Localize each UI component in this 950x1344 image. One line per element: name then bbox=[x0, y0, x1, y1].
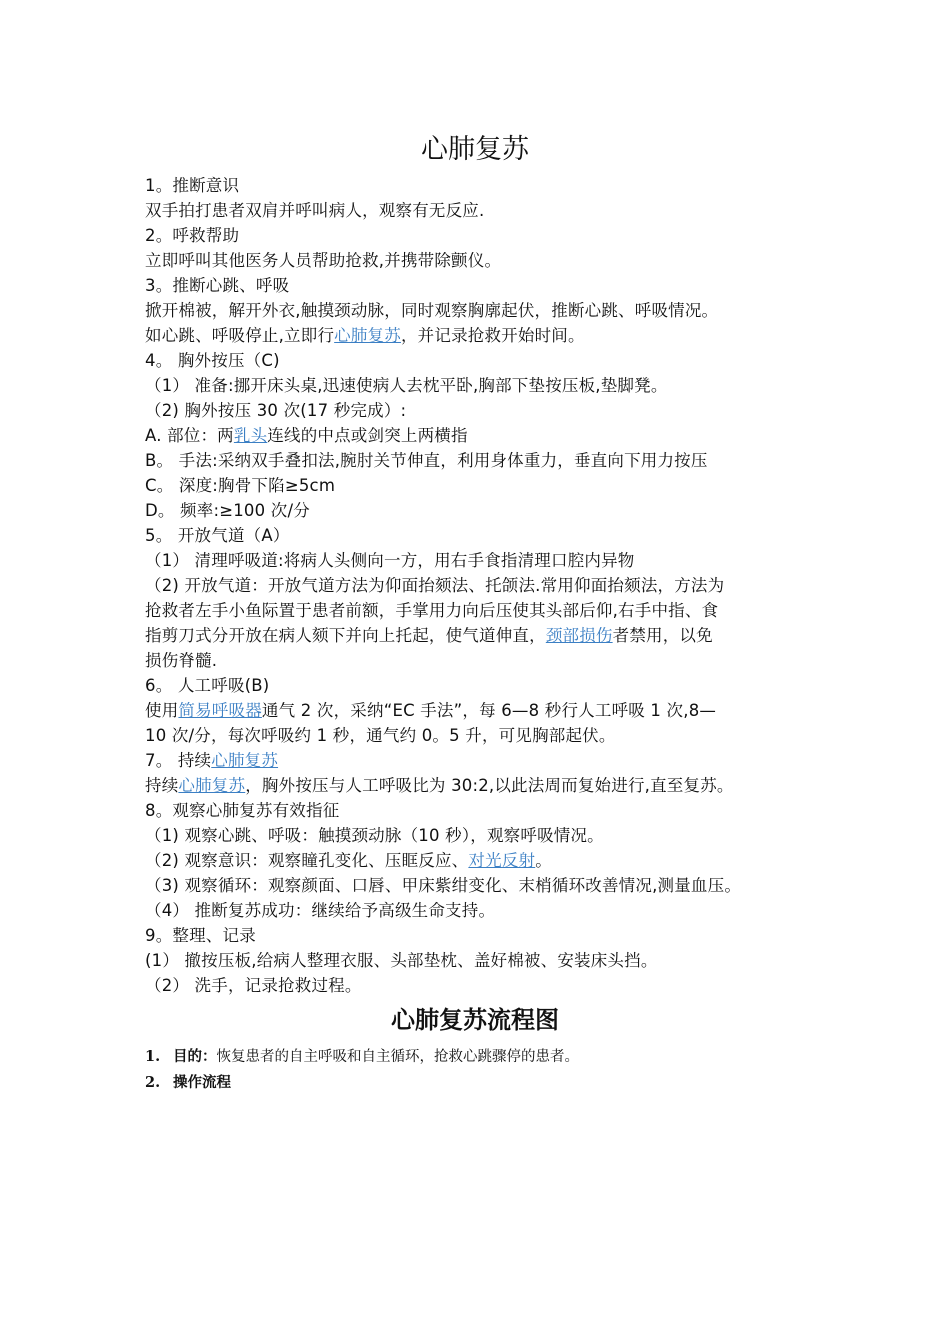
text-span: ，并记录抢救开始时间。 bbox=[400, 326, 585, 345]
section-heading-9: 9。整理、记录 bbox=[145, 926, 256, 945]
list-label: 目的： bbox=[173, 1048, 217, 1065]
cpr-link[interactable]: 心肺复苏 bbox=[334, 326, 401, 345]
paragraph-line: (1） 撤按压板,给病人整理衣服、头部垫枕、盖好棉被、安装床头挡。 bbox=[145, 951, 658, 970]
paragraph-line: 10 次/分，每次呼吸约 1 秒，通气约 0。5 升，可见胸部起伏。 bbox=[145, 726, 616, 745]
text-span: （2) 观察意识：观察瞳孔变化、压眶反应、 bbox=[145, 851, 469, 870]
paragraph-line bbox=[145, 698, 716, 723]
text-span: 者禁用，以免 bbox=[612, 626, 713, 645]
text-span: 7。 持续 bbox=[145, 751, 212, 770]
section-heading-4: 4。 胸外按压（C) bbox=[145, 351, 280, 370]
section-heading-2: 2。呼救帮助 bbox=[145, 226, 240, 245]
list-text: 恢复患者的自主呼吸和自主循环，抢救心跳骤停的患者。 bbox=[216, 1049, 579, 1065]
paragraph-line: （1） 清理呼吸道:将病人头侧向一方，用右手食指清理口腔内异物 bbox=[145, 551, 635, 570]
paragraph-line: （4） 推断复苏成功：继续给予高级生命支持。 bbox=[145, 901, 496, 920]
list-label: 操作流程 bbox=[173, 1074, 231, 1091]
text-span: 持续 bbox=[145, 776, 179, 795]
cpr-link[interactable]: 心肺复苏 bbox=[178, 776, 246, 795]
paragraph-line: （2） 洗手，记录抢救过程。 bbox=[145, 976, 362, 995]
paragraph-line: 损伤脊髓. bbox=[145, 651, 218, 670]
text-span: 通气 2 次，采纳“EC 手法”，每 6—8 秒行人工呼吸 1 次,8— bbox=[261, 701, 717, 720]
page-title: 心肺复苏 bbox=[421, 134, 529, 165]
paragraph-line: 立即呼叫其他医务人员帮助抢救,并携带除颤仪。 bbox=[145, 251, 502, 270]
section-heading-1: 1。推断意识 bbox=[145, 176, 240, 195]
section-heading-7 bbox=[145, 748, 278, 773]
text-span: 如心跳、呼吸停止,立即行 bbox=[145, 326, 335, 345]
list-item bbox=[145, 1072, 231, 1094]
paragraph-line: C。 深度:胸骨下陷≥5cm bbox=[145, 476, 336, 495]
text-span: A. 部位：两 bbox=[145, 426, 234, 445]
text-span: ，胸外按压与人工呼吸比为 30:2,以此法周而复始进行,直至复苏。 bbox=[245, 776, 734, 795]
section-heading-5: 5。 开放气道（A） bbox=[145, 526, 290, 545]
paragraph-line: （2) 开放气道：开放气道方法为仰面抬颏法、托颌法.常用仰面抬颏法，方法为 bbox=[145, 576, 725, 595]
text-span: 连线的中点或剑突上两横指 bbox=[267, 426, 468, 445]
list-item bbox=[145, 1046, 579, 1068]
paragraph-line: （1） 准备:挪开床头桌,迅速使病人去枕平卧,胸部下垫按压板,垫脚凳。 bbox=[145, 376, 668, 395]
nipple-link[interactable]: 乳头 bbox=[233, 426, 268, 445]
paragraph-line: D。 频率:≥100 次/分 bbox=[145, 501, 310, 520]
paragraph-line: 抢救者左手小鱼际置于患者前额，手掌用力向后压使其头部后仰,右手中指、食 bbox=[145, 601, 719, 620]
section-heading-3: 3。推断心跳、呼吸 bbox=[145, 276, 290, 295]
paragraph-line: 双手拍打患者双肩并呼叫病人，观察有无反应. bbox=[145, 201, 485, 220]
paragraph-line: B。 手法:采纳双手叠扣法,腕肘关节伸直，利用身体重力，垂直向下用力按压 bbox=[145, 451, 708, 470]
neck-injury-link[interactable]: 颈部损伤 bbox=[545, 626, 613, 645]
text-span: 使用 bbox=[145, 701, 179, 720]
paragraph-line bbox=[145, 623, 713, 648]
paragraph-line: （2) 胸外按压 30 次(17 秒完成）: bbox=[145, 401, 407, 420]
paragraph-line: 掀开棉被，解开外衣,触摸颈动脉，同时观察胸廓起伏，推断心跳、呼吸情况。 bbox=[145, 301, 719, 320]
flowchart-title: 心肺复苏流程图 bbox=[391, 1005, 559, 1034]
section-heading-6: 6。 人工呼吸(B) bbox=[145, 676, 270, 695]
text-span: 指剪刀式分开放在病人颏下并向上托起，使气道伸直， bbox=[145, 626, 546, 645]
text-span: 。 bbox=[535, 851, 552, 870]
paragraph-line: （3) 观察循环：观察颜面、口唇、甲床紫绀变化、末梢循环改善情况,测量血压。 bbox=[145, 876, 742, 895]
light-reflex-link[interactable]: 对光反射 bbox=[468, 851, 536, 870]
list-number: 2. bbox=[145, 1074, 161, 1091]
paragraph-line bbox=[145, 323, 585, 348]
bag-valve-mask-link[interactable]: 简易呼吸器 bbox=[178, 701, 262, 720]
paragraph-line: （1) 观察心跳、呼吸：触摸颈动脉（10 秒），观察呼吸情况。 bbox=[145, 826, 604, 845]
paragraph-line bbox=[145, 423, 468, 448]
paragraph-line bbox=[145, 848, 552, 873]
section-heading-8: 8。观察心肺复苏有效指征 bbox=[145, 801, 340, 820]
cpr-link[interactable]: 心肺复苏 bbox=[211, 751, 279, 770]
list-number: 1. bbox=[145, 1048, 161, 1065]
paragraph-line bbox=[145, 773, 734, 798]
